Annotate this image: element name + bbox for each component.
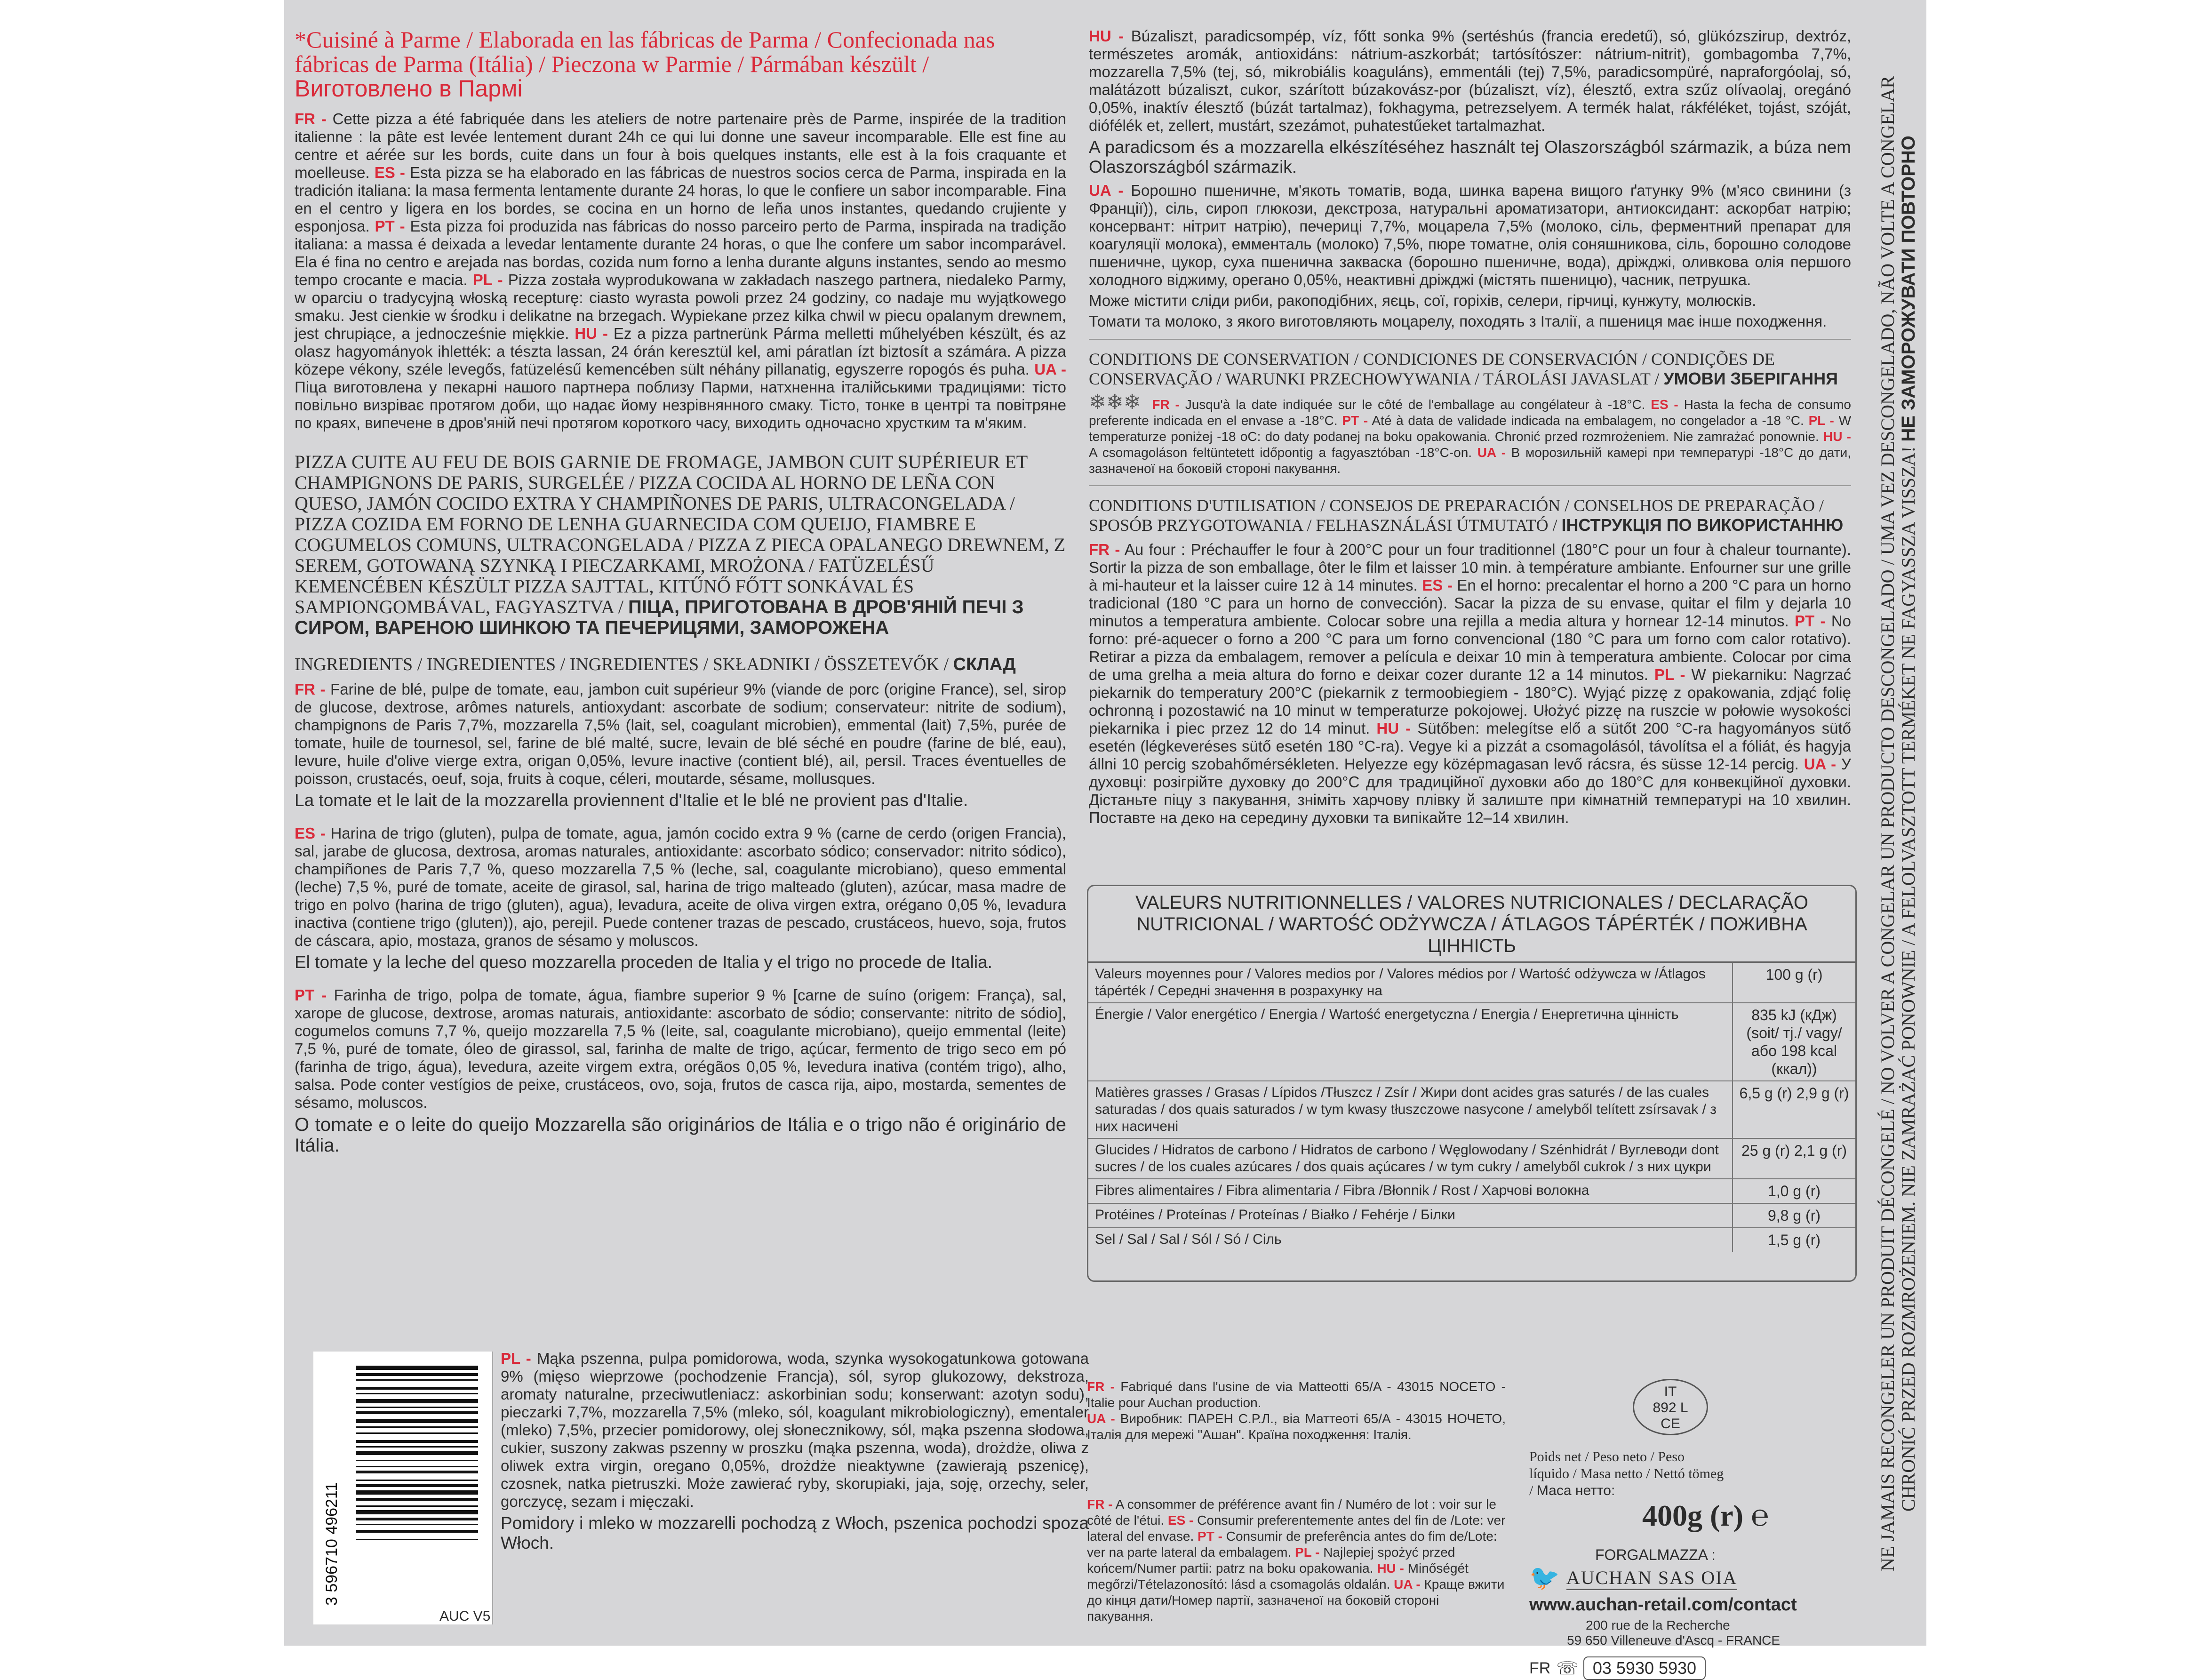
ingredients-pl-box: [501, 1350, 1089, 1567]
snowflake-icon: ❄❄❄: [1089, 391, 1141, 414]
best-before-info: FR - A consommer de préférence avant fin / Numéro de lot : voir sur le côté de l'étui. ES - Consumir preferentemente antes del fin de /Lote: ver lateral del envase. PT - Consumir de preferência antes do fim de/Lote: ver na parte lateral da embalagem. PL - Najlepiej spożyć przed końcem/Numer partii: patrz na boku opakowania. HU - Minőségét megőrzi/Tételazonosító: lásd a csomagolás oldalán. UA - Краще вжити до кінця дати/Номер партії, зазначеної на боковій стороні пакування.: [1087, 1497, 1506, 1624]
ingredients-fr: FR - Farine de blé, pulpe de tomate, eau, jambon cuit supérieur 9% (viande de porc (origine France), sel, sirop de glucose, dextrose, arômes naturels, antioxydant: ascorbate de sodium; conservateur: nitrite de sodium), champignons de Paris 7,7%, mozzarella 7,5% (lait, sel, coagulant microbien), emmental (lait) 7,5%, purée de tomate, huile de tournesol, sel, farine de blé malté, sucre, levain de blé séché en poudre (farine de blé, eau), levure, huile d'olive vierge extra, origan 0,05%, levure inactive (contient blé), ail, persil. Traces éventuelles de poisson, crustacés, oeuf, soja, fruits à coque, céleri, moutarde, sésame, mollusques.: [295, 680, 1066, 787]
nutrition-value: 1,0 g (r): [1767, 1183, 1821, 1200]
nutrition-title: VALEURS NUTRITIONNELLES / VALORES NUTRICIONALES / DECLARAÇÃO NUTRICIONAL / WARTOŚĆ ODŻYWCZA / ÁTLAGOS TÁPÉRTÉK / ПОЖИВНА ЦІННІСТЬ: [1088, 886, 1855, 963]
manufacturer-info: FR - Fabriqué dans l'usine de via Matteotti 65/A - 43015 NOCETO - Italie pour Auchan production. UA - Виробник: ПАРЕН С.Р.Л., віа Маттеоті 65/А - 43015 НОЧЕТО, Італія для мережі "Ашан". Країна походження: Італія.: [1087, 1379, 1506, 1442]
nutrition-value: 835 kJ (кДж) (soit/ тj./ vagy/ або 198 kcal (ккал)): [1746, 1007, 1842, 1077]
title-pt: Confecionada nas fábricas de Parma (Itália): [295, 26, 995, 77]
nutrition-label: Glucides / Hidratos de carbono / Hidratos de carbono / Węglowodany / Szénhidrát / Вуглеводи dont sucres / de los cuales azúcares / dos quais açúcares / w tym cukry / amelyből cukrok / з них цукри: [1088, 1139, 1733, 1178]
origin-es: El tomate y la leche del queso mozzarella proceden de Italia y el trigo no procede de Italia.: [295, 952, 992, 972]
title-hu: Pármában készült: [750, 51, 917, 77]
net-weight-value: 400g (r) ℮: [1642, 1499, 1769, 1532]
ingredients-heading: INGREDIENTS / INGREDIENTES / INGREDIENTES / SKŁADNIKI / ÖSSZETEVŐK / СКЛАД: [295, 655, 1016, 674]
nutrition-label: Énergie / Valor energético / Energia / Wartość energetyczna / Energia / Енергетична цінність: [1088, 1003, 1733, 1080]
nutrition-value: 100 g (r): [1765, 966, 1823, 983]
barcode-number: 3 596710 496211: [323, 1482, 341, 1606]
nutrition-label: Protéines / Proteínas / Proteínas / Białko / Fehérje / Білки: [1088, 1204, 1733, 1227]
nutrition-table: [1087, 885, 1857, 1282]
ingredients-ua: UA - Борошно пшеничне, м'якоть томатів, вода, шинка варена вищого ґатунку 9% (м'ясо свинини (з Франції)), сіль, сироп глюкози, декстроза, натуральні ароматизатори, антиоксидант: аскорбат натрію; консервант: нітрит натрію), печериці 7,7%, моцарела 7,5% (молоко, сіль, ферментний препарат для коагуляції молока), емменталь (молоко) 7,5%, пюре томатне, олія соняшникова, сіль, борошно солодове пшеничне, цукор, суха пшенична закваска (борошно пшеничне, вода), дріжджі, оливкова олія першого холодного віджиму, орегано 0,05%, неактивні дріжджі (містять пшеницю), часник, петрушка.: [1089, 182, 1851, 288]
title-fr: *Cuisiné à Parme: [295, 26, 461, 53]
nutrition-label: Valeurs moyennes pour / Valores medios por / Valores médios por / Wartość odżywcza w /Átlagos tápérték / Середні значення в розрахунку на: [1088, 963, 1733, 1002]
ingredients-es: ES - Harina de trigo (gluten), pulpa de tomate, agua, jamón cocido extra 9 % (carne de cerdo (origen Francia), sal, jarabe de glucosa, dextrosa, aromas naturales, antioxidante: ascorbato sódico; conservador: nitrito sódico), champiñones de Paris 7,7 %, queso mozzarella 7,5 % (leche, sal, coagulante microbiano), queso emmental (leche) 7,5 %, puré de tomate, aceite de girasol, sal, harina de trigo malteado (gluten), azúcar, masa madre de trigo en polvo (harina de trigo (gluten), agua), levadura, aceite de oliva virgen extra, orégano 0,05 %, levadura inactiva (contiene trigo (gluten)), ajo, perejil. Puede contener trazas de pescado, crustáceos, huevo, soja, frutos de cáscara, apio, mostaza, granos de sésamo y moluscos.: [295, 824, 1066, 949]
nutrition-row: [1088, 1003, 1855, 1081]
auc-code: AUC V5: [439, 1608, 491, 1624]
nutrition-value: 9,8 g (r): [1767, 1207, 1821, 1224]
origin-fr: La tomate et le lait de la mozzarella proviennent d'Italie et le blé ne provient pas d'Italie.: [295, 791, 968, 810]
ingredients-hu: HU - Búzaliszt, paradicsompép, víz, főtt sonka 9% (sertéshús (francia eredetű), só, glükózszirup, dextróz, természetes aromák, antioxidáns: nátrium-aszkorbát; tartósítószer: nátrium-nitrit), gombagomba 7,7%, mozzarella 7,5% (tej, só, mikrobiális koaguláns), emmentáli (tej) 7,5%, paradicsompüré, napraforgóolaj, só, malátázott búzaliszt, cukor, szárított búzakovász-por (búzaliszt, víz), élesztő, extra szűz olívaolaj, oregánó 0,05%, inaktív élesztő (búzát tartalmaz), fokhagyma, petrezselyem. A termék halat, rákféléket, tojást, szóját, diófélék et, zellert, mustárt, szezámot, puhatestűeket tartalmazhat.: [1089, 27, 1852, 134]
phone-row: FR ☏ 03 5930 5930: [1529, 1656, 1840, 1680]
origin-pl: Pomidory i mleko w mozzarelli pochodzą z Włoch, pszenica pochodzi spoza Włoch.: [501, 1513, 1089, 1552]
refreeze-warning-2: CHRONIĆ PRZED ROZMROŻENIEM. NIE ZAMRAŻAĆ PONOWNIE / A FELOLVASZTOTT TERMÉKET NE FAGYASSZA VISSZA! НЕ ЗАМОРОЖУВАТИ ПОВТОРНО: [1898, 136, 1919, 1512]
title-pl: Pieczona w Parmie: [551, 51, 732, 77]
divider: [1089, 485, 1851, 486]
usage-text: FR - Au four : Préchauffer le four à 200°C pour un four traditionnel (180°C pour un four à chaleur tournante). Sortir la pizza de son emballage, ôter le film et laisser 10 min. à température ambiante. Enfourner sur une grille à mi-hauteur et la laisser cuire 12 à 14 minutes. ES - En el horno: precalentar el horno a 200 °C para un horno tradicional (180 °C para un horno de convección). Sacar la pizza de su envase, quitar el film y dejarla 10 minutos a temperatura ambiente. Colocar sobre una rejilla a media altura y hornear 12-14 minutos. PT - No forno: pré-aquecer o forno a 200 °C para um forno convencional (180 °C para um forno com calor rotativo). Retirar a pizza da embalagem, remover a película e deixar 10 min à temperatura ambiente. Colocar por cima de uma grelha a meia altura do forno e deixar cozer durante 12 a 14 minutos. PL - W piekarniku: Nagrzać piekarnik do temperatury 200°C (piekarnik z termoobiegiem - 180°C). Wyjąć pizzę z opakowania, zdjąć folię ochronną i pozostawić na 10 minut w temperaturze pokojowej. Ułożyć pizzę na ruszcie w połowie wysokości piekarnika i piec przez 12 do 14 minut. HU - Sütőben: melegítse elő a sütőt 200 °C-ra hagyományos sütő esetén (légkeveréses sütő esetén 180 °C-ra). Vegye ki a pizzát a csomagolásól, távolítsa el a fóliát, és hagyja állni 10 percig szobahőmérsékleten. Helyezze egy középmagasan levő rácsra, és süsse 12-14 percig. UA - У духовці: розігрійте духовку до 200°C для традиційної духовки або до 180°C для конвекційної духовки. Дістаньте піцу з пакування, зніміть харчову плівку й залиште при кімнатній температурі на 10 хвилин. Поставте на деко на середину духовки та випікайте 12–14 хвилин.: [1089, 541, 1852, 826]
traces-ua: Може містити сліди риби, ракоподібних, яєць, сої, горіхів, селери, гірчиці, кунжуту, молюсків.: [1089, 292, 1757, 309]
nutrition-row: [1088, 1139, 1855, 1179]
nutrition-label: Fibres alimentaires / Fibra alimentaria / Fibra /Błonnik / Rost / Харчові волокна: [1088, 1179, 1733, 1203]
usage-heading: CONDITIONS D'UTILISATION / CONSEJOS DE PREPARACIÓN / CONSELHOS DE PREPARAÇÃO / SPOSÓB PRZYGOTOWANIA / FELHASZNÁLÁSI ÚTMUTATÓ / ІНСТРУКЦІЯ ПО ВИКОРИСТАННЮ: [1089, 496, 1844, 535]
nutrition-label: Sel / Sal / Sal / Sól / Só / Сіль: [1088, 1228, 1733, 1252]
nutrition-row: [1088, 1204, 1855, 1228]
bottom-right-info: [1087, 1379, 1849, 1679]
vertical-warning: [1877, 14, 1920, 1633]
divider: [1089, 339, 1851, 340]
package-back-panel: [284, 0, 1926, 1679]
website-link[interactable]: www.auchan-retail.com/contact: [1529, 1595, 1797, 1615]
ingredients-pl: PL - Mąka pszenna, pulpa pomidorowa, woda, szynka wysokogatunkowa gotowana 9% (mięso wieprzowe (pochodzenie Francja), sól, syrop glukozowy, dekstroza, aromaty naturalne, przeciwutleniacz: askorbinian sodu; konserwant: azotyn sodu), pieczarki 7,7%, mozzarella 7,5% (mleko, sól, koagulant mikrobiologiczny), ementaler (mleko) 7,5%, przecier pomidorowy, olej słonecznikowy, sól, mąka pszenna słodowa, cukier, suszony zakwas pszenny w proszku (mąka pszenna, woda), drożdże, oliwa z oliwek extra virgin, oregano 0,05%, drożdże nieaktywne (zawierają pszenicę), czosnek, natka pietruszki. Może zawierać ryby, skorupiaki, jaja, soję, orzechy, seler, gorczycę, sezam i mięczaki.: [501, 1350, 1089, 1510]
intro-text: FR - Cette pizza a été fabriquée dans les ateliers de notre partenaire près de Parme, inspirée de la tradition italienne : la pâte est levée lentement durant 24h ce qui lui donne une saveur incomparable. Elle est fine au centre et aérée sur les bords, cuite dans un four à bois quelques instants, elle est à la fois craquante et moelleuse. ES - Esta pizza se ha elaborado en las fábricas de nuestros socios cerca de Parma, inspirada en la tradición italiana: la masa fermenta lentamente durante 24 horas, lo que le confiere un sabor incomparable. Fina en el centro y ligera en los bordes, se cocina en un horno de leña unos instantes, quedando crujiente y esponjosa. PT - Esta pizza foi produzida nas fábricas do nosso parceiro perto de Parma, inspirada na tradição italiana: a massa é deixada a levedar lentamente durante 24 horas, o que lhe confere um sabor incomparável. Ela é fina no centro e arejada nas bordas, cozida num forno a lenha durante alguns instantes, sendo ao mesmo tempo crocante e macia. PL - Pizza została wyprodukowana w zakładach naszego partnera, niedaleko Parmy, w oparciu o tradycyjną włoską recepturę: ciasto wyrasta powoli przez 24 godziny, co nadaje mu wyjątkowego smaku. Jest cienkie w środku i delikatne na brzegach. Wypiekane przez kilka chwil w piecu opalanym drewnem, jest chrupiące, a jednocześnie miękkie. HU - Ez a pizza partnerünk Párma melletti műhelyében készült, és az olasz hagyományok ihlették: a tészta lassan, 24 órán keresztül kel, ami páratlan ízt biztosít a számára. A pizza közepe vékony, széle levegős, fatüzelésű kemencében sült néhány pillanatig, egyszerre ropogós és puha. UA - Піца виготовлена у пекарні нашого партнера поблизу Парми, натхненна італійськими традиціями: тісто повільно визріває протягом доби, що надає йому незрівнянного смаку. Тісто, тонке в центрі та повітряне по краях, випечене в дров'яній печі протягом короткого часу, виходить одночасно хрустким та м'яким.: [295, 110, 1067, 432]
barcode-graphic: [313, 1352, 492, 1624]
health-mark-oval: IT 892 L CE: [1633, 1379, 1708, 1435]
weight-and-contact: [1529, 1379, 1840, 1680]
refreeze-warning-1: NE JAMAIS RECONGELER UN PRODUIT DÉCONGELÉ / NO VOLVER A CONGELAR UN PRODUCTO DESCONGELADO / UMA VEZ DESCONGELADO, NÃO VOLTE A CONGELAR: [1877, 76, 1898, 1571]
bird-icon: 🐦: [1529, 1564, 1560, 1592]
nutrition-row: [1088, 1081, 1855, 1139]
nutrition-rows: [1088, 963, 1855, 1252]
auchan-logo: 🐦 AUCHAN SAS OIA: [1529, 1564, 1738, 1592]
origin-ua: Томати та молоко, з якого виготовляють моцарелу, походять з Італії, а пшениця має інше походження.: [1089, 312, 1827, 330]
nutrition-value: 1,5 g (r): [1767, 1232, 1821, 1248]
nutrition-value: 6,5 g (r) 2,9 g (r): [1739, 1085, 1849, 1102]
made-in-parma-title: *Cuisiné à Parme / Elaborada en las fábricas de Parma / Confecionada nas fábricas de Parma (Itália) / Pieczona w Parmie / Pármában készült / Виготовлено в Пармі: [295, 26, 995, 102]
title-es: Elaborada en las fábricas de Parma: [479, 26, 809, 53]
barcode: [313, 1352, 493, 1624]
net-weight-labels: Poids net / Peso neto / Peso líquido / Masa netto / Nettó tömeg / Маса нетто:: [1529, 1449, 1724, 1498]
ingredients-pt: PT - Farinha de trigo, polpa de tomate, água, fiambre superior 9 % [carne de suíno (origem: França), sal, xarope de glucose, dextrose, aromas naturais, antioxidante: ascorbato de sódio; conservante: nitrito de sódio], cogumelos comuns 7,7 %, queijo mozzarella 7,5 % (leite, sal, coagulante microbiano), queijo emmental (leite) 7,5 %, puré de tomate, óleo de girassol, sal, farinha de malte de trigo, açúcar, fermento de trigo seco em pó (farinha de trigo, água), levedura, azeite virgem extra, orégãos 0,05 %, levedura inativa (contém trigo), alho, salsa. Pode conter vestígios de peixe, crustáceos, ovo, soja, frutos de casca rija, aipo, mostarda, sementes de sésamo, moluscos.: [295, 986, 1067, 1111]
title-ua: Виготовлено в Пармі: [295, 75, 523, 102]
conservation-text: ❄❄❄ FR - Jusqu'à la date indiquée sur le côté de l'emballage au congélateur à -18°C. ES - Hasta la fecha de consumo preferente indicada en el envase a -18°C. PT - Até à data de validade indicada na embalagem, no congelador a -18 °C. PL - W temperaturze poniżej -18 oC: do daty podanej na boku opakowania. Chronić przed rozmrożeniem. Nie zamrażać ponownie. HU - A csomagoláson feltüntetett időpontig a fagyasztóban -18°C-on. UA - В морозильній камері при температурі -18°C до дати, зазначеної на боковій стороні пакування.: [1089, 391, 1852, 476]
nutrition-row: [1088, 963, 1855, 1003]
origin-pt: O tomate e o leite do queijo Mozzarella são originários de Itália e o trigo não é originário de Itália.: [295, 1114, 1066, 1156]
e-mark-icon: ℮: [1751, 1499, 1769, 1532]
address-line-2: 59 650 Villeneuve d'Ascq - FRANCE: [1567, 1633, 1781, 1648]
forgalmazza: FORGALMAZZA :: [1595, 1546, 1716, 1563]
origin-hu: A paradicsom és a mozzarella elkészítéséhez használt tej Olaszországból származik, a búza nem Olaszországból származik.: [1089, 137, 1851, 176]
conservation-heading: CONDITIONS DE CONSERVATION / CONDICIONES DE CONSERVACIÓN / CONDIÇÕES DE CONSERVAÇÃO / WARUNKI PRZECHOWYWANIA / TÁROLÁSI JAVASLAT / УМОВИ ЗБЕРІГАННЯ: [1089, 350, 1838, 388]
nutrition-value: 25 g (r) 2,1 g (r): [1741, 1142, 1847, 1159]
nutrition-row: [1088, 1228, 1855, 1252]
phone-icon: ☏: [1556, 1658, 1579, 1679]
product-name: PIZZA CUITE AU FEU DE BOIS GARNIE DE FROMAGE, JAMBON CUIT SUPÉRIEUR ET CHAMPIGNONS DE PARIS, SURGELÉE / PIZZA COCIDA AL HORNO DE LEÑA CON QUESO, JAMÓN COCIDO EXTRA Y CHAMPIÑONES DE PARIS, ULTRACONGELADA / PIZZA COZIDA EM FORNO DE LENHA GUARNECIDA COM QUEIJO, FIAMBRE E COGUMELOS COMUNS, ULTRACONGELADA / PIZZA Z PIECA OPALANEGO DREWNEM, Z SEREM, GOTOWANĄ SZYNKĄ I PIECZARKAMI, MROŻONA / FATÜZELÉSŰ KEMENCÉBEN KÉSZÜLT PIZZA SAJTTAL, KITŰNŐ FŐTT SONKÁVAL ÉS SAMPIONGOMBÁVAL, FAGYASZTVA / ПІЦА, ПРИГОТОВАНА В ДРОВ'ЯНІЙ ПЕЧІ З СИРОМ, ВАРЕНОЮ ШИНКОЮ ТА ПЕЧЕРИЦЯМИ, ЗАМОРОЖЕНА: [295, 451, 1066, 638]
phone-number: 03 5930 5930: [1583, 1656, 1706, 1680]
address-line-1: 200 rue de la Recherche: [1586, 1618, 1730, 1632]
nutrition-label: Matières grasses / Grasas / Lípidos /Tłuszcz / Zsír / Жири dont acides gras saturés / de las cuales saturadas / dos quais saturados / w tym kwasy tłuszczowe nasycone / amelyből telített zsírsavak / з них насичені: [1088, 1081, 1733, 1138]
nutrition-row: [1088, 1179, 1855, 1204]
